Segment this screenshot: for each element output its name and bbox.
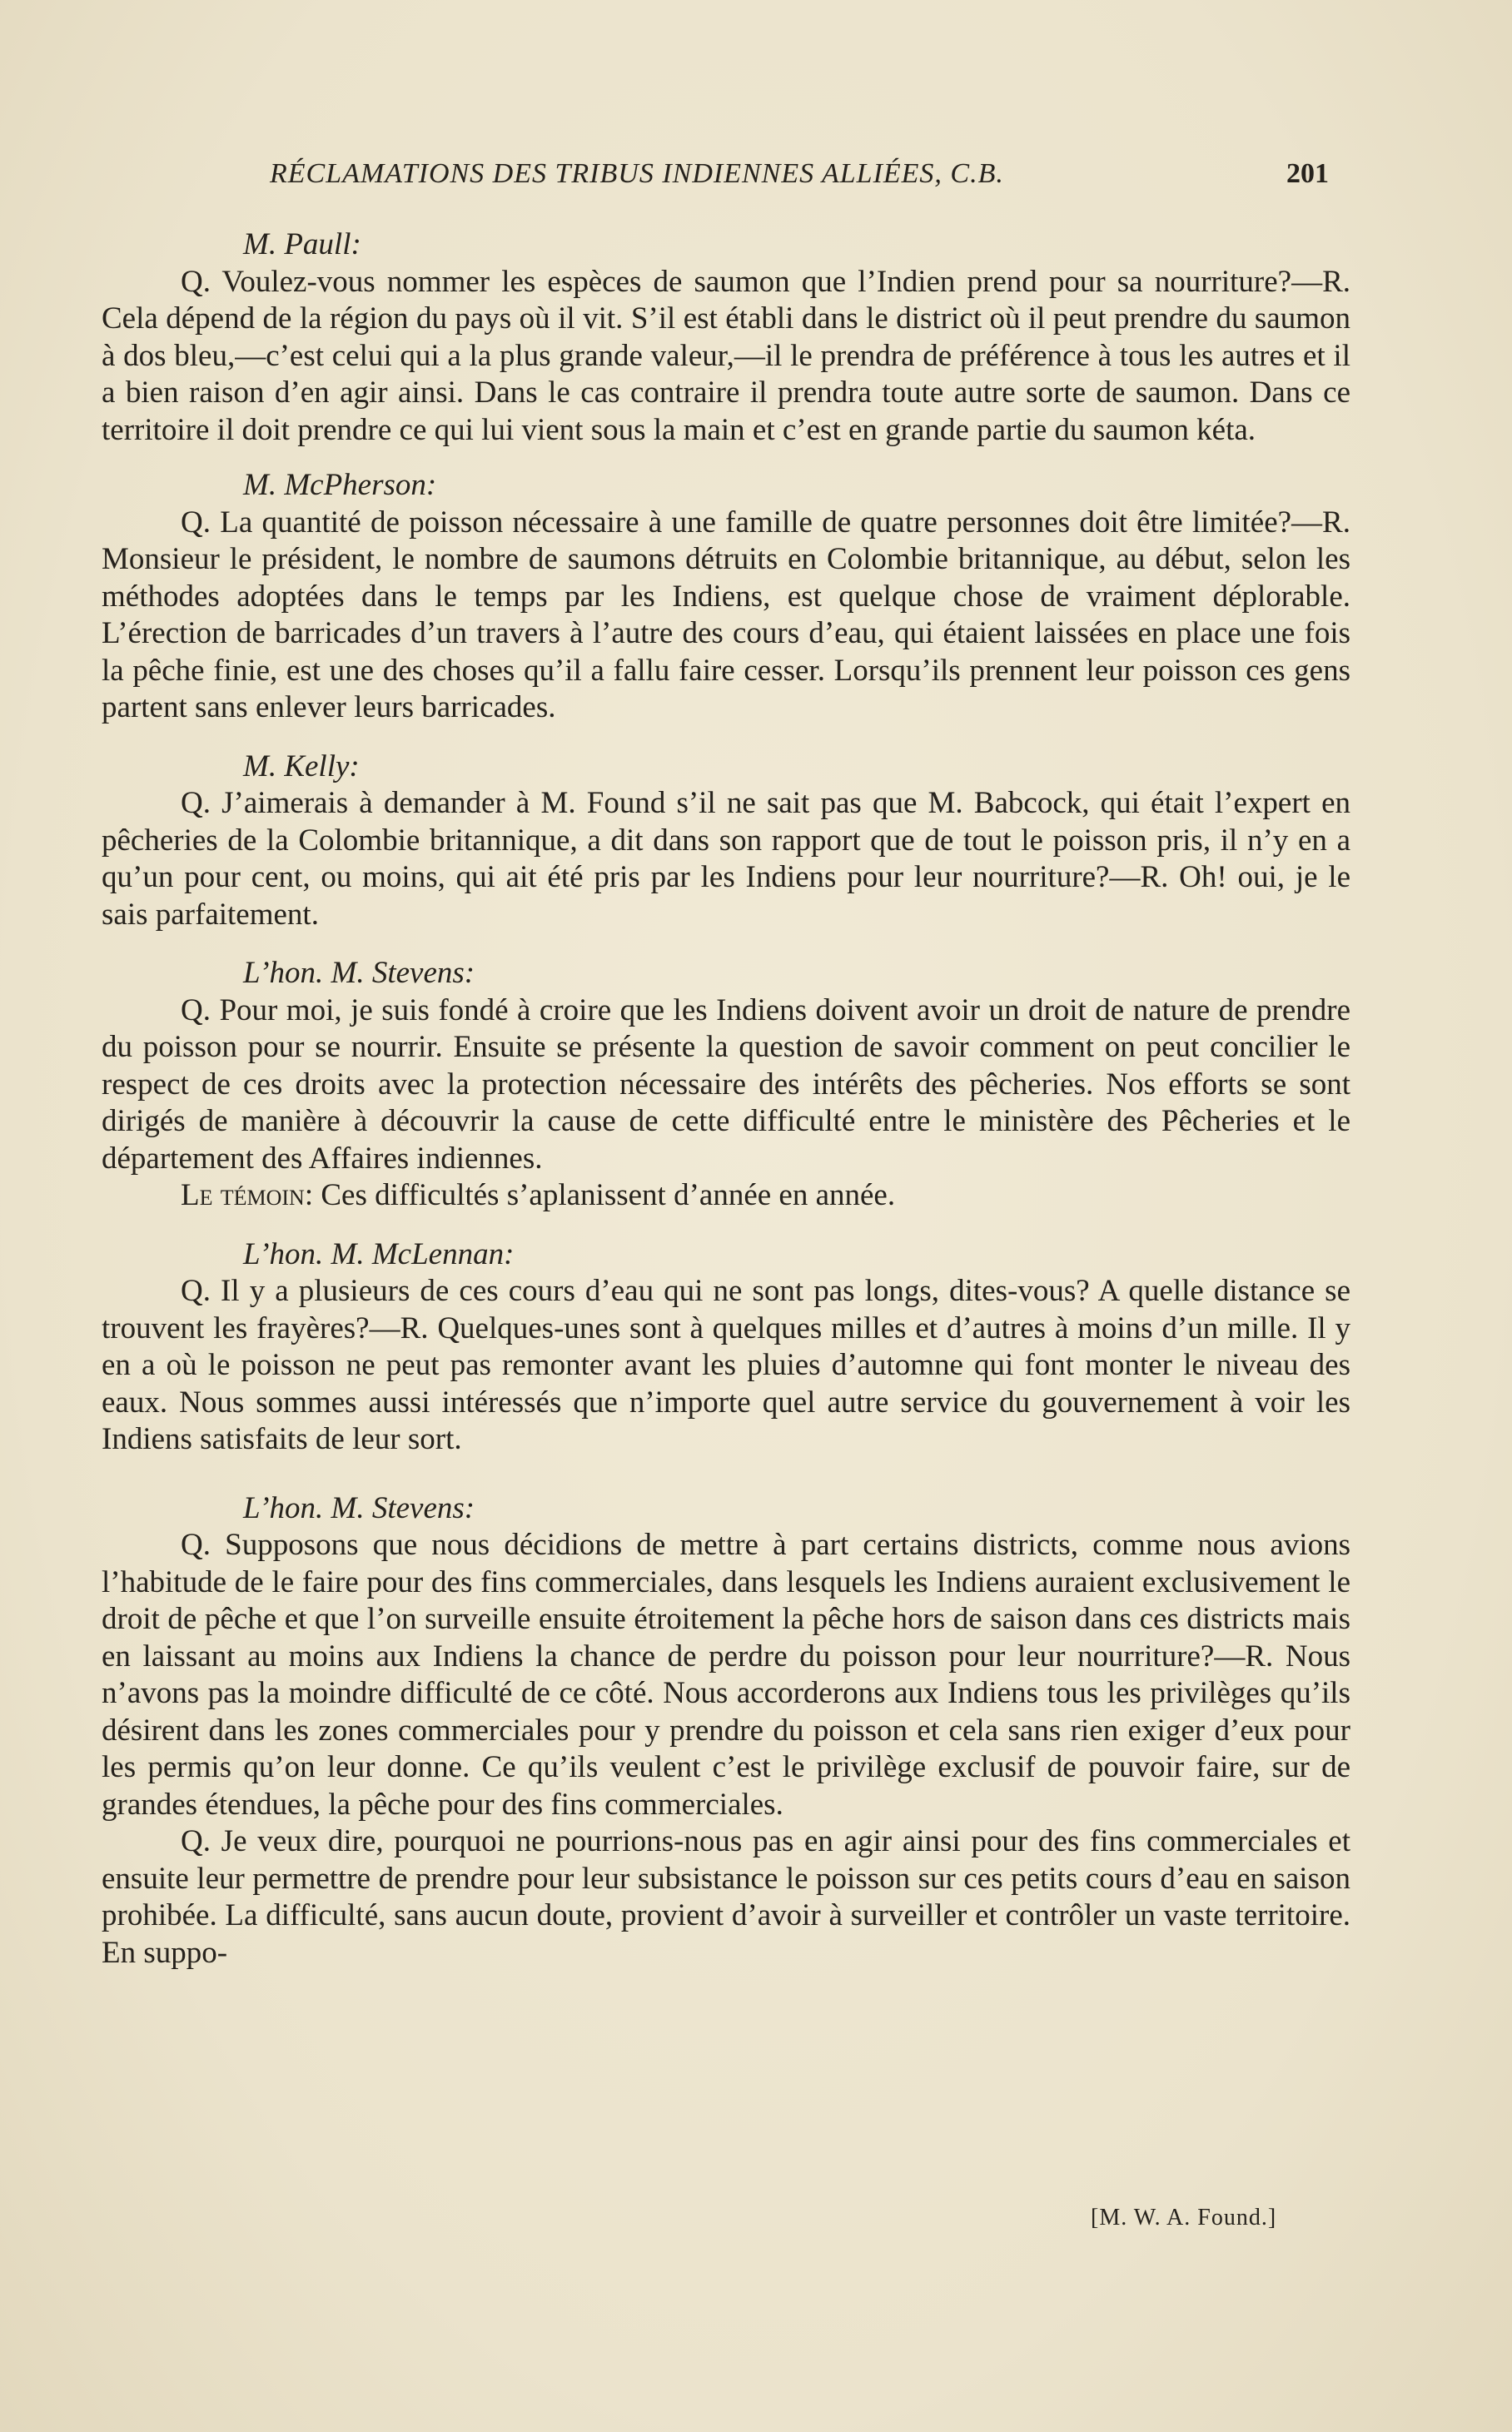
speaker-name: M. McPherson: (243, 468, 437, 502)
running-header (270, 158, 1327, 190)
footer-attribution: [M. W. A. Found.] (1091, 2205, 1277, 2231)
question-answer-paragraph: Q. Supposons que nous décidions de mettre à part certains districts, comme nous avions l’habitude de le faire pour des fins commerciales, dans lesquels les Indiens auraient exclusivement le droit de pêche et que l’on surveille ensuite étroitement la pêche hors de saison dans ces districts mais en laissant au moins aux Indiens la chance de perdre du poisson pour leur nourriture?—R. Nous n’avons pas la moindre difficulté de ce côté. Nous accorderons aux Indiens tous les privilèges qu’ils désirent dans les zones commerciales pour y prendre du poisson et cela sans rien exiger d’eux pour les permis qu’on leur donne. Ce qu’ils veulent c’est le privilège exclusif de pouvoir faire, sur de grandes étendues, la pêche pour des fins commerciales. (102, 1528, 1350, 1822)
witness-label: Le témoin: (181, 1178, 314, 1212)
question-answer-paragraph: Q. La quantité de poisson nécessaire à une famille de quatre personnes doit être limitée?—R. Monsieur le président, le nombre de saumons détruits en Colombie britannique, au début, selon les méthodes adoptées dans le temps par les Indiens, est quelque chose de vraiment déplorable. L’érection de barricades d’un travers à l’autre des cours d’eau, qui étaient laissées en place une fois la pêche finie, est une des choses qu’il a fallu faire cesser. Lorsqu’ils prennent leur poisson ces gens partent sans enlever leurs barricades. (102, 505, 1350, 724)
question-answer-paragraph: Q. Voulez-vous nommer les espèces de saumon que l’Indien prend pour sa nourriture?—R. Cela dépend de la région du pays où il vit. S’il est établi dans le district où il peut prendre du saumon à dos bleu,—c’est celui qui a la plus grande valeur,—il le prendra de préférence à tous les autres et il a bien raison d’en agir ainsi. Dans le cas contraire il prendra toute autre sorte de saumon. Dans ce territoire il doit prendre ce qui lui vient sous la main et c’est en grande partie du saumon kéta. (102, 264, 1350, 447)
witness-statement (102, 1177, 1350, 1215)
speaker-name: L’hon. M. Stevens: (243, 1490, 475, 1525)
speaker-name: L’hon. M. Stevens: (243, 956, 475, 990)
speaker-name: M. Paull: (243, 227, 361, 261)
question-answer-paragraph: Q. Il y a plusieurs de ces cours d’eau qui ne sont pas longs, dites-vous? A quelle distance se trouvent les frayères?—R. Quelques-unes sont à quelques milles et d’autres à moins d’un mille. Il y en a où le poisson ne peut pas remonter avant les pluies d’automne qui font monter le niveau des eaux. Nous sommes aussi intéressés que n’importe quel autre service du gouvernement à voir les Indiens satisfaits de leur sort. (102, 1274, 1350, 1456)
running-header-title: RÉCLAMATIONS DES TRIBUS INDIENNES ALLIÉES, C.B. (270, 158, 1004, 189)
document-body (102, 226, 1350, 1972)
page-number: 201 (1286, 158, 1329, 189)
question-answer-paragraph: Q. Pour moi, je suis fondé à croire que les Indiens doivent avoir un droit de nature de prendre du poisson pour se nourrir. Ensuite se présente la question de savoir comment on peut concilier le respect de ces droits avec la protection nécessaire des intérêts des pêcheries. Nos efforts se sont dirigés de manière à découvrir la cause de cette difficulté entre le ministère des Pêcheries et le département des Affaires indiennes. (102, 992, 1350, 1176)
speaker-name: M. Kelly: (243, 748, 360, 783)
question-answer-paragraph: Q. J’aimerais à demander à M. Found s’il ne sait pas que M. Babcock, qui était l’expert en pêcheries de la Colombie britannique, a dit dans son rapport que de tout le poisson pris, il n’y en a qu’un pour cent, ou moins, qui ait été pris par les Indiens pour leur nourriture?—R. Oh! oui, je le sais parfaitement. (102, 786, 1350, 932)
speaker-name: L’hon. M. McLennan: (243, 1236, 515, 1271)
witness-text: Ces difficultés s’aplanissent d’année en année. (321, 1178, 896, 1212)
question-answer-paragraph: Q. Je veux dire, pourquoi ne pourrions-nous pas en agir ainsi pour des fins commerciales et ensuite leur permettre de prendre pour leur subsistance le poisson sur ces petits cours d’eau en saison prohibée. La difficulté, sans aucun doute, provient d’avoir à surveiller et contrôler un vaste territoire. En suppo- (102, 1824, 1350, 1970)
